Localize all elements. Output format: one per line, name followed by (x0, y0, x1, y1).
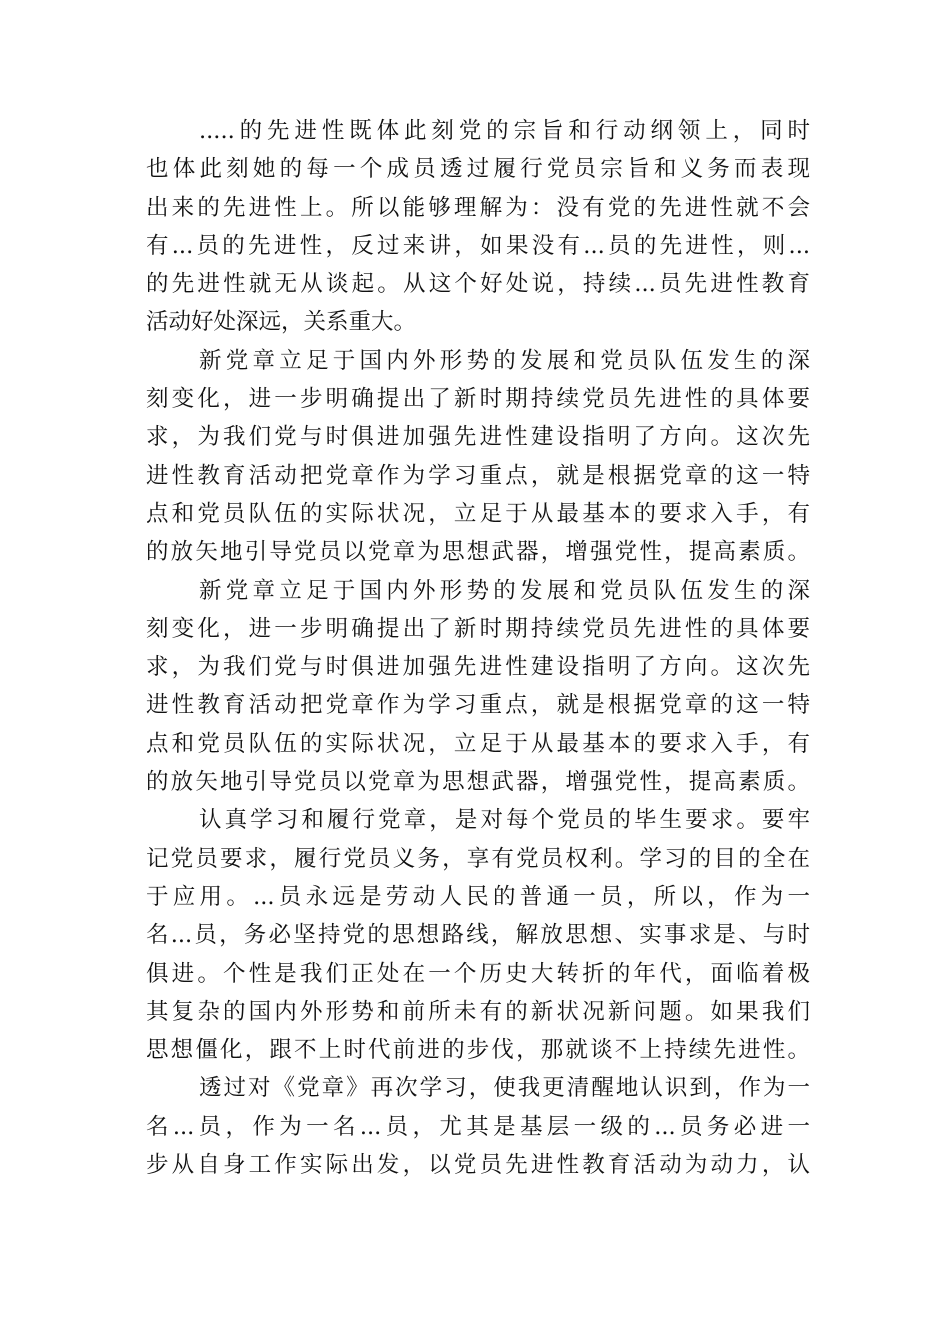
text-line: 其复杂的国内外形势和前所未有的新状况新问题。如果我们 (146, 998, 810, 1025)
text-line: 的放矢地引导党员以党章为思想武器，增强党性，提高素质。 (146, 769, 810, 796)
text-line: 名...员，作为一名...员，尤其是基层一级的...员务必进一 (146, 1113, 810, 1140)
text-line: 认真学习和履行党章，是对每个党员的毕生要求。要牢 (199, 807, 810, 834)
text-line: 出来的先进性上。所以能够理解为：没有党的先进性就不会 (146, 194, 810, 221)
text-line: 步从自身工作实际出发，以党员先进性教育活动为动力，认 (146, 1152, 810, 1179)
document-body (146, 112, 810, 1184)
text-line: 刻变化，进一步明确提出了新时期持续党员先进性的具体要 (146, 386, 810, 413)
text-line: 活动好处深远，关系重大。 (146, 309, 417, 336)
text-line: 新党章立足于国内外形势的发展和党员队伍发生的深 (199, 577, 810, 604)
text-line: 也体此刻她的每一个成员透过履行党员宗旨和义务而表现 (146, 156, 810, 183)
text-line: 新党章立足于国内外形势的发展和党员队伍发生的深 (199, 347, 810, 374)
text-line: 有...员的先进性，反过来讲，如果没有...员的先进性，则... (146, 232, 810, 259)
text-line: 点和党员队伍的实际状况，立足于从最基本的要求入手，有 (146, 730, 810, 757)
text-line: 透过对《党章》再次学习，使我更清醒地认识到，作为一 (199, 1075, 810, 1102)
paragraph-1 (146, 112, 810, 342)
text-line: 记党员要求，履行党员义务，享有党员权利。学习的目的全在 (146, 845, 810, 872)
text-line: 求，为我们党与时俱进加强先进性建设指明了方向。这次先 (146, 424, 810, 451)
text-line: 求，为我们党与时俱进加强先进性建设指明了方向。这次先 (146, 654, 810, 681)
text-line: 名...员，务必坚持党的思想路线，解放思想、实事求是、与时 (146, 922, 810, 949)
paragraph-5 (146, 1069, 810, 1184)
text-line: 俱进。个性是我们正处在一个历史大转折的年代，面临着极 (146, 960, 810, 987)
text-line: 思想僵化，跟不上时代前进的步伐，那就谈不上持续先进性。 (146, 1037, 810, 1064)
text-line: 的先进性就无从谈起。从这个好处说，持续...员先进性教育 (146, 271, 810, 298)
text-line: 进性教育活动把党章作为学习重点，就是根据党章的这一特 (146, 462, 810, 489)
text-line: 进性教育活动把党章作为学习重点，就是根据党章的这一特 (146, 692, 810, 719)
text-line: 于应用。...员永远是劳动人民的普通一员，所以，作为一 (146, 883, 810, 910)
text-line: 点和党员队伍的实际状况，立足于从最基本的要求入手，有 (146, 500, 810, 527)
text-line: 的放矢地引导党员以党章为思想武器，增强党性，提高素质。 (146, 539, 810, 566)
paragraph-4 (146, 801, 810, 1069)
paragraph-3 (146, 572, 810, 802)
text-line: 刻变化，进一步明确提出了新时期持续党员先进性的具体要 (146, 615, 810, 642)
paragraph-2 (146, 342, 810, 572)
text-line: .....的先进性既体此刻党的宗旨和行动纲领上，同时 (199, 118, 810, 144)
